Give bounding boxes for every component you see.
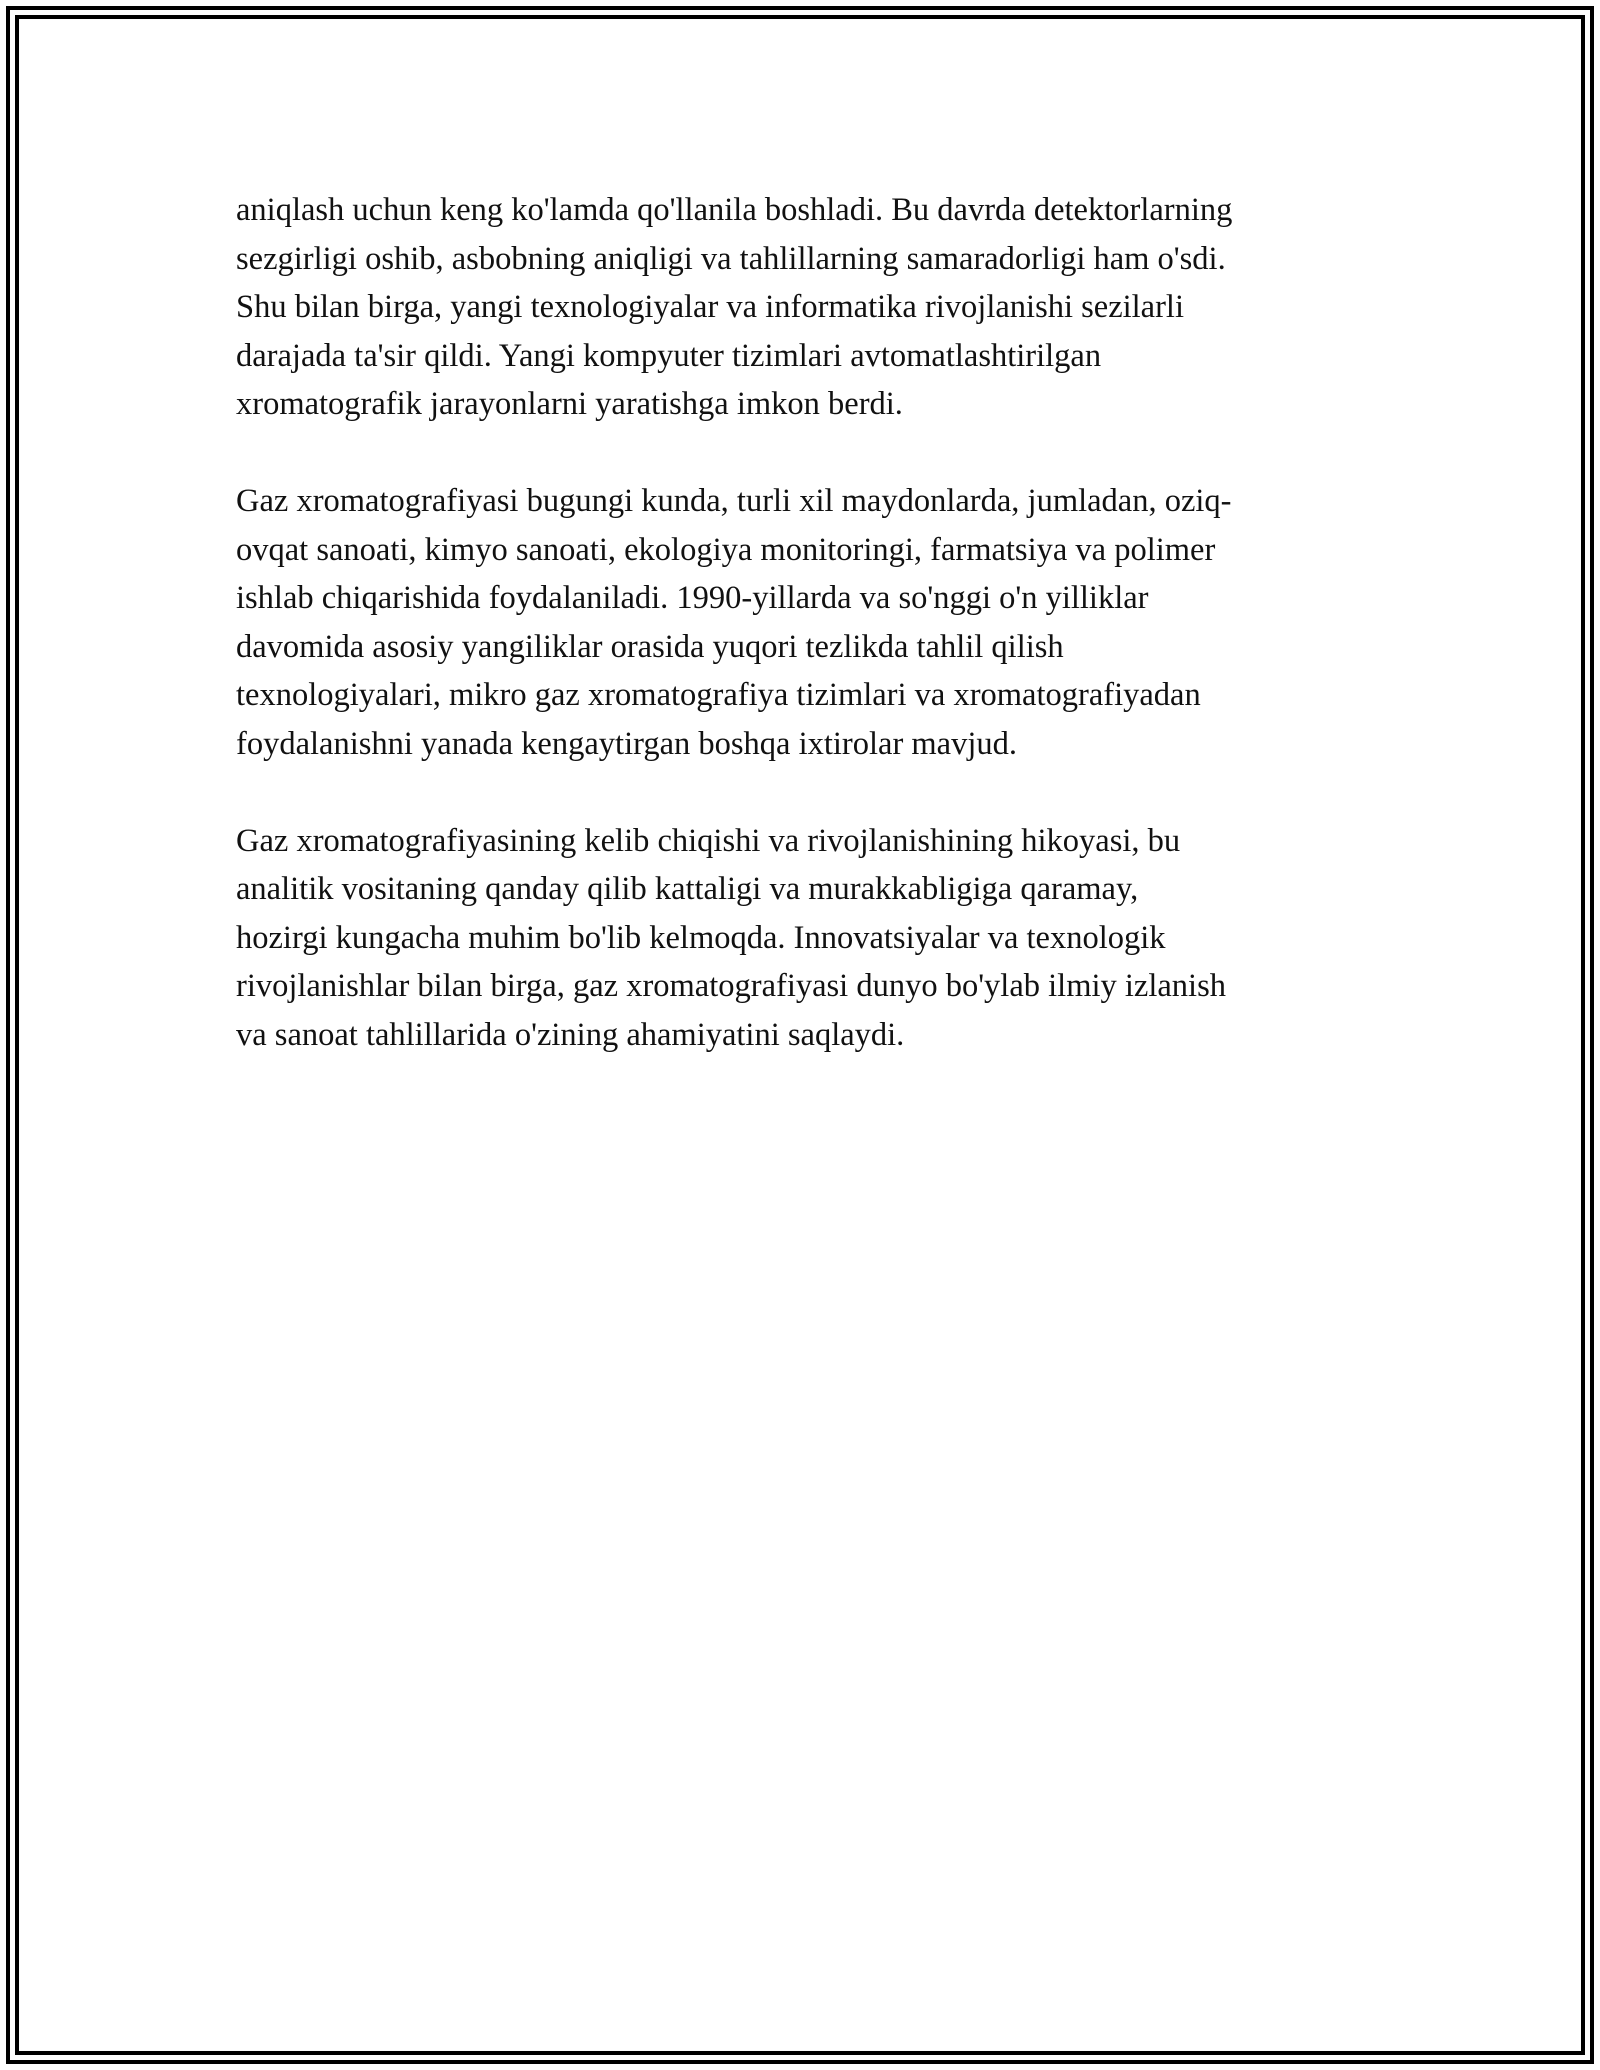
paragraph-3: Gaz xromatografiyasining kelib chiqishi va rivojlanishining hikoyasi, bu analitik vositaning qanday qilib kattaligi va murakkabligiga qaramay, hozirgi kungacha muhim bo'lib kelmoqda. Innovatsiyalar va texnologik rivojlanishlar bilan birga, gaz xromatografiyasi dunyo bo'ylab ilmiy izlanish va sanoat tahlillarida o'zining ahamiyatini saqlaydi. bbox=[236, 822, 1226, 1053]
document-body bbox=[236, 186, 1366, 1108]
paragraph-1: aniqlash uchun keng ko'lamda qo'llanila boshladi. Bu davrda detektorlarning sezgirligi oshib, asbobning aniqligi va tahlillarning samaradorligi ham o'sdi. Shu bilan birga, yangi texnologiyalar va informatika rivojlanishi sezilarli darajada ta'sir qildi. Yangi kompyuter tizimlari avtomatlashtirilgan xromatografik jarayonlarni yaratishga imkon berdi. bbox=[236, 192, 1233, 422]
paragraph-2: Gaz xromatografiyasi bugungi kunda, turli xil maydonlarda, jumladan, oziq- ovqat sanoati, kimyo sanoati, ekologiya monitoringi, farmatsiya va polimer ishlab chiqarishida foydalaniladi. 1990-yillarda va so'nggi o'n yilliklar davomida asosiy yangiliklar orasida yuqori tezlikda tahlil qilish texnologiyalari, mikro gaz xromatografiya tizimlari va xromatografiyadan foydalanishni yanada kengaytirgan boshqa ixtirolar mavjud. bbox=[236, 483, 1232, 762]
